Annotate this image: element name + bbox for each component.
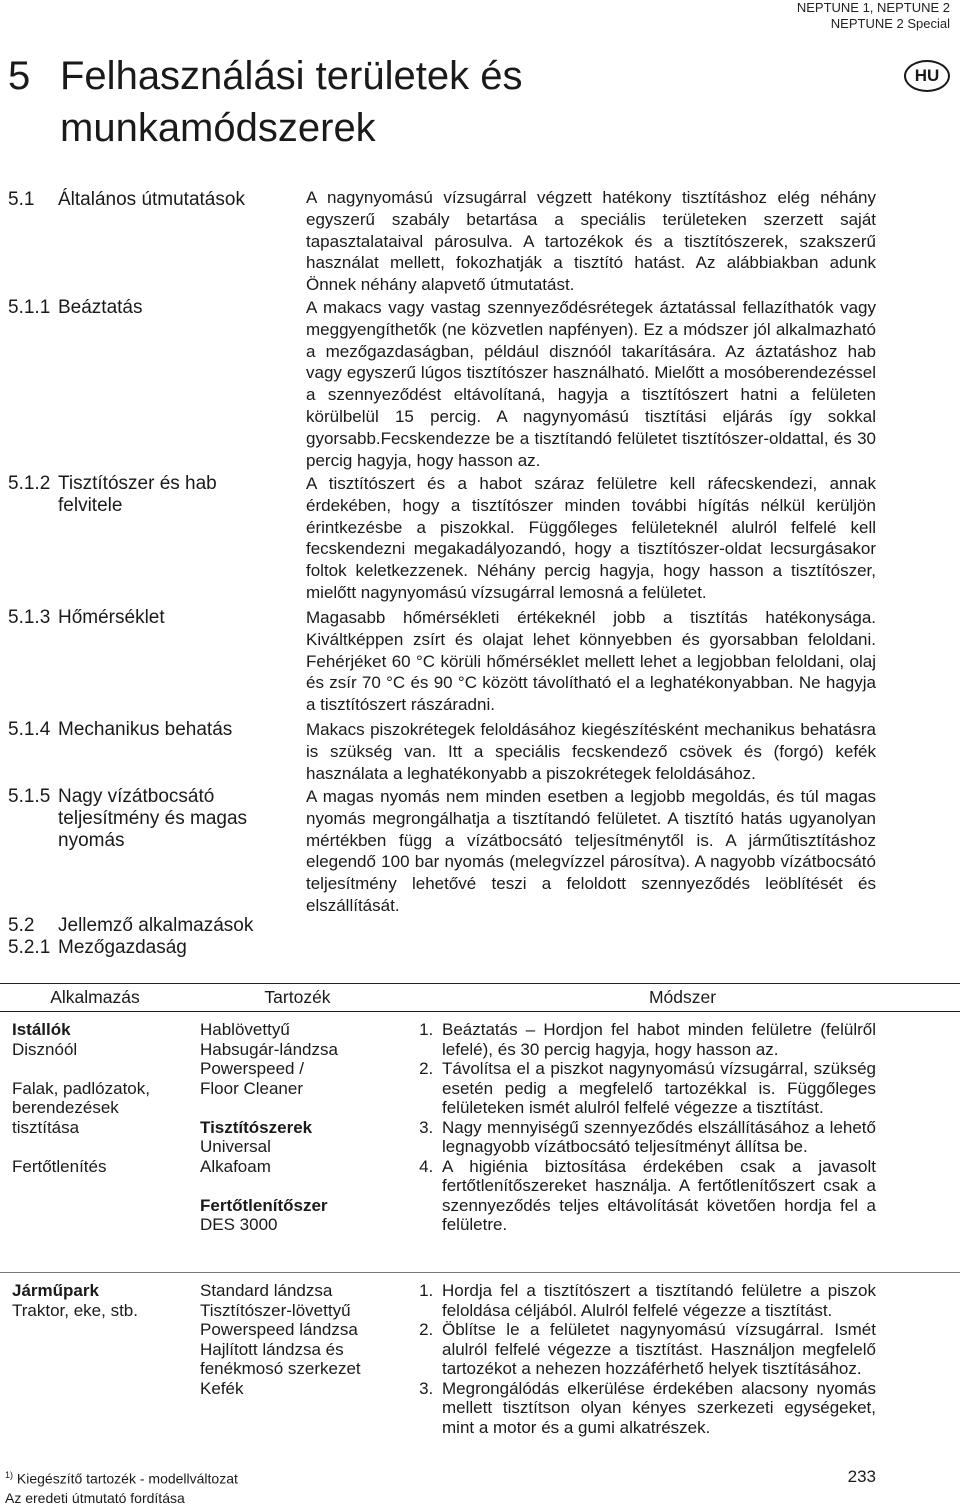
method-step: 1. Beáztatás – Hordjon fel habot minden felületre (felülről lefelé), és 30 percig hagyja, hogy hasson az. [438,1020,876,1059]
accessory-line: Kefék [200,1378,244,1398]
section-body: Magasabb hőmérsékleti értékeknél jobb a tisztítás hatékonysága. Kiváltképpen zsírt és olajat lehet könnyebben és gyorsabban feloldani. Fehérjéket 60 °C körüli hőmérséklet mellett lehet a legjobban feloldani, olaj és zsír 70 °C és 90 °C között távolítható el a leghatékonyabban. Ne hagyja a tisztítószert rászáradni. [306,608,876,715]
section-number: 5.1.2 [8,473,51,494]
section-number: 5.1 [8,189,35,210]
accessory-line: DES 3000 [200,1215,278,1234]
column-header-method: Módszer [405,984,960,1012]
method-steps [405,1020,876,1235]
application-line: Fertőtlenítés [12,1156,107,1176]
section-title: Nagy vízátbocsátó teljesítmény és magas nyomás [58,786,248,851]
language-badge: HU [904,60,950,92]
section-body: A makacs vagy vastag szennyeződésrétegek áztatással fellazíthatók vagy meggyengíthetők (ne közvetlen napfényen). Ez a módszer jól alkalmazható a mezőgazdaságban, például disznóól takarítására. Az áztatáshoz hab vagy egyszerű lúgos tisztítószer használható. Mielőtt a mosóberendezéssel a szennyeződést eltávolítaná, hagyja a tisztítószert hatni a felületen körülbelül 15 percig. A nagynyomású tisztítási eljárás így sokkal gyorsabb.Fecskendezze be a tisztítandó felületet tisztítószer-oldattal, és 30 percig hagyja, hogy hasson az. [306,298,876,470]
accessory-line: Powerspeed / [200,1059,304,1078]
model-line-2: NEPTUNE 2 Special [830,16,950,31]
application-line: Disznóól [12,1039,78,1059]
accessory-group-title: Fertőtlenítőszer [200,1195,328,1215]
chapter-number: 5 [8,54,31,98]
accessory-line: Alkafoam [200,1156,271,1176]
section-body: A tisztítószert és a habot száraz felületre kell ráfecskendezi, annak érdekében, hogy a tisztítószer minden további hígítás nélkül kerüljön érintkezésbe a piszokkal. Függőleges felületeknél alulról felfelé kell fecskendezni megakadályozandó, hogy a tisztítószer-oldat lecsurgásakor foltok keletkezzenek. Néhány percig hagyja, hogy hasson a tisztítószer, mielőtt nagynyomású vízsugárral lemosná a felületet. [306,474,876,602]
accessory-line: Universal [200,1137,271,1156]
accessory-cell [190,1273,405,1482]
section-number: 5.1.1 [8,297,51,318]
translation-note: Az eredeti útmutató fordítása [5,1489,185,1506]
method-step: 3. Nagy mennyiségű szennyeződés elszállításához a lehető legnagyobb vízátbocsátó teljesítményt állítsa be. [438,1118,876,1157]
section-title: Általános útmutatások [58,189,245,210]
method-step: 2. Öblítse le a felületet nagynyomású vízsugárral. Ismét alulról felfelé végezze a tisztítást. Használjon megfelelő tartozékot a nehezen hozzáférhető helyek tisztításához. [438,1320,876,1379]
model-header [797,0,950,32]
accessory-line: Floor Cleaner [200,1078,303,1098]
application-title: Istállók [12,1020,71,1039]
method-step: 4. A higiénia biztosítása érdekében csak a javasolt fertőtlenítőszereket használja. A fertőtlenítőszert csak a szennyeződés teljes eltávolítását követően hordja fel a felületre. [438,1157,876,1235]
accessory-line: Standard lándzsa [200,1281,333,1300]
accessory-line: Hablövettyű [200,1020,290,1039]
footnote-text: Kiegészítő tartozék - modellváltozat [16,1470,238,1487]
section-title: Mechanikus behatás [58,719,233,740]
section-title: Mezőgazdaság [58,937,187,958]
section-body: A magas nyomás nem minden esetben a legjobb megoldás, és túl magas nyomás megrongálhatja a tisztítandó felületet. A tisztító hatás ugyanolyan mértékben függ a vízátbocsátó teljesítménytől is. A járműtisztításhoz elegendő 100 bar nyomás (melegvízzel párosítva). A nagyobb vízátbocsátó teljesítmény lehetővé teszi a feloldott szennyeződés leöblítését és elszállítását. [306,787,876,915]
footnote-mark: 1) [5,1470,14,1480]
section-number: 5.1.4 [8,719,51,740]
method-step: 3. Megrongálódás elkerülése érdekében alacsony nyomás mellett tisztítson olyan kényes szerkezeti egységeket, mint a motor és a gumi alkatrészek. [438,1379,876,1438]
application-line: Traktor, eke, stb. [12,1300,138,1320]
method-cell [405,1273,960,1482]
method-step: 2. Távolítsa el a piszkot nagynyomású vízsugárral, szükség esetén pedig a megfelelő tartozékkal is. Függőleges felületeken ismét alulról felfelé végezze a tisztítást. [438,1059,876,1118]
accessory-cell [190,1012,405,1273]
section-body: A nagynyomású vízsugárral végzett hatékony tisztításhoz elég néhány egyszerű szabály betartása a speciális területeken szerzett saját tapasztalataival párosulva. A tartozékok és a tisztítószerek, szakszerű használat mellett, fokozhatják a tisztító hatást. Az alábbiakban adunk Önnek néhány alapvető útmutatást. [306,188,876,295]
accessory-line: Tisztítószer-lövettyű [200,1300,351,1320]
accessory-line: Habsugár-lándzsa [200,1039,338,1059]
application-cell [0,1012,190,1273]
application-line: Falak, padlózatok, berendezések tisztítása [12,1078,150,1137]
section-title: Tisztítószer és hab felvitele [58,473,217,516]
section-title: Beáztatás [58,297,143,318]
section-number: 5.2.1 [8,937,51,958]
accessory-group-title: Tisztítószerek [200,1117,313,1137]
column-header-accessory: Tartozék [190,984,405,1012]
method-step: 1. Hordja fel a tisztítószert a tisztítandó felületre a piszok feloldása céljából. Alulról felfelé végezze a tisztítást. [438,1281,876,1320]
application-cell [0,1273,190,1482]
footer-notes [5,1466,238,1508]
section-number: 5.1.3 [8,607,51,628]
chapter-title: Felhasználási területek és munkamódszerek [60,54,523,150]
section-title: Jellemző alkalmazások [58,915,254,936]
section-number: 5.1.5 [8,786,51,807]
column-header-application: Alkalmazás [0,984,190,1012]
table-row [0,1273,960,1482]
model-line-1: NEPTUNE 1, NEPTUNE 2 [796,0,950,15]
table-header-row [0,984,960,1012]
method-steps [405,1281,876,1437]
applications-table [0,983,960,1481]
section-number: 5.2 [8,915,35,936]
accessory-line: Hajlított lándzsa és fenékmosó szerkezet [200,1339,361,1378]
accessory-line: Powerspeed lándzsa [200,1320,358,1339]
method-cell [405,1012,960,1273]
table-row [0,1012,960,1273]
section-body: Makacs piszokrétegek feloldásához kiegészítésként mechanikus behatásra is szükség van. Itt a speciális fecskendező csövek és (forgó) kefék használata a leghatékonyabb a piszokrétegek feloldásához. [306,720,876,783]
page-number: 233 [847,1467,876,1486]
section-title: Hőmérséklet [58,607,165,628]
application-title: Járműpark [12,1281,99,1300]
footnote [5,1466,238,1489]
